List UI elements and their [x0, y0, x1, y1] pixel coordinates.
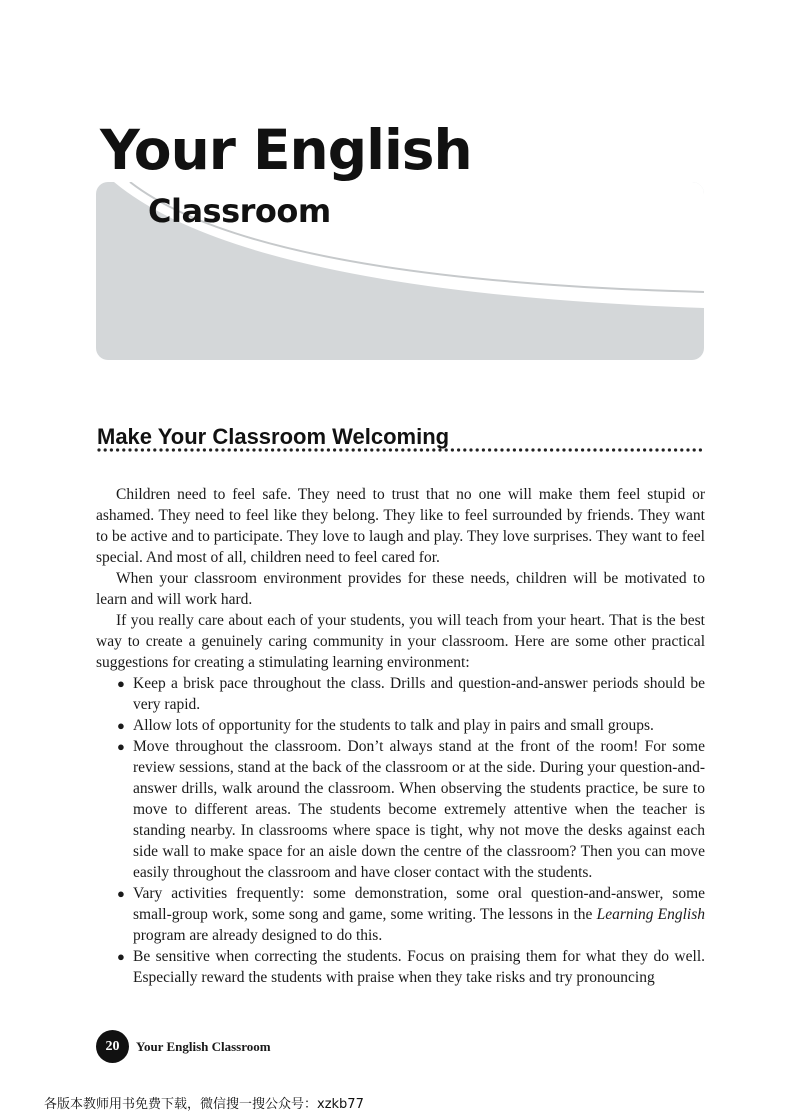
list-item [96, 946, 705, 988]
list-item-text: Keep a brisk pace throughout the class. Drills and question-and-answer periods should be very rapid. [133, 675, 705, 713]
paragraph: If you really care about each of your students, you will teach from your heart. That is the best way to create a genuinely caring community in your classroom. Here are some other practical suggestions for creating a stimulating learning environment: [96, 612, 705, 671]
chapter-title: Your English [100, 118, 472, 182]
bullet-icon: ● [117, 886, 125, 901]
bullet-icon: ● [117, 718, 125, 733]
list-item [96, 715, 705, 736]
dotted-rule [97, 445, 703, 455]
list-item-text: Allow lots of opportunity for the students to talk and play in pairs and small groups. [133, 717, 654, 734]
program-name: Learning English [596, 906, 705, 923]
list-item [96, 673, 705, 715]
list-item-text: Move throughout the classroom. Don’t always stand at the front of the room! For some review sessions, stand at the back of the classroom or at the side. During your question-and-answer drills, walk around the classroom. When observing the students practice, be sure to move to different areas. The students become extremely attentive when the teacher is standing nearby. In classrooms where space is tight, why not move the desks against each side wall to make space for an aisle down the centre of the classroom? Then you can move easily throughout the classroom and have closer contact with the students. [133, 738, 705, 881]
list-item [96, 883, 705, 946]
list-item-text: Be sensitive when correcting the students. Focus on praising them for what they do well. Especially reward the students with praise when they take risks and try pronouncing [133, 948, 705, 986]
bullet-icon: ● [117, 676, 125, 691]
section-heading: Make Your Classroom Welcoming [97, 424, 450, 449]
paragraph: When your classroom environment provides for these needs, children will be motivated to learn and will work hard. [96, 570, 705, 608]
list-item [96, 736, 705, 883]
page-number: 20 [96, 1030, 129, 1063]
bullet-icon: ● [117, 949, 125, 964]
running-title: Your English Classroom [136, 1039, 271, 1054]
chapter-subtitle: Classroom [148, 192, 331, 230]
body-text [96, 484, 705, 988]
list-item-text: Vary activities frequently: some demonstration, some oral question-and-answer, some small-group work, some song and game, some writing. The lessons in the Learning English program are already designed to do this. [133, 885, 705, 944]
paragraph: Children need to feel safe. They need to trust that no one will make them feel stupid or ashamed. They need to feel like they belong. They like to feel surrounded by friends. They want to be active and to participate. They love to laugh and play. They love surprises. They want to feel special. And most of all, children need to feel cared for. [96, 486, 705, 566]
bullet-icon: ● [117, 739, 125, 754]
watermark-text: 各版本教师用书免费下载，微信搜一搜公众号：xzkb77 [44, 1097, 364, 1112]
suggestion-list [96, 673, 705, 988]
